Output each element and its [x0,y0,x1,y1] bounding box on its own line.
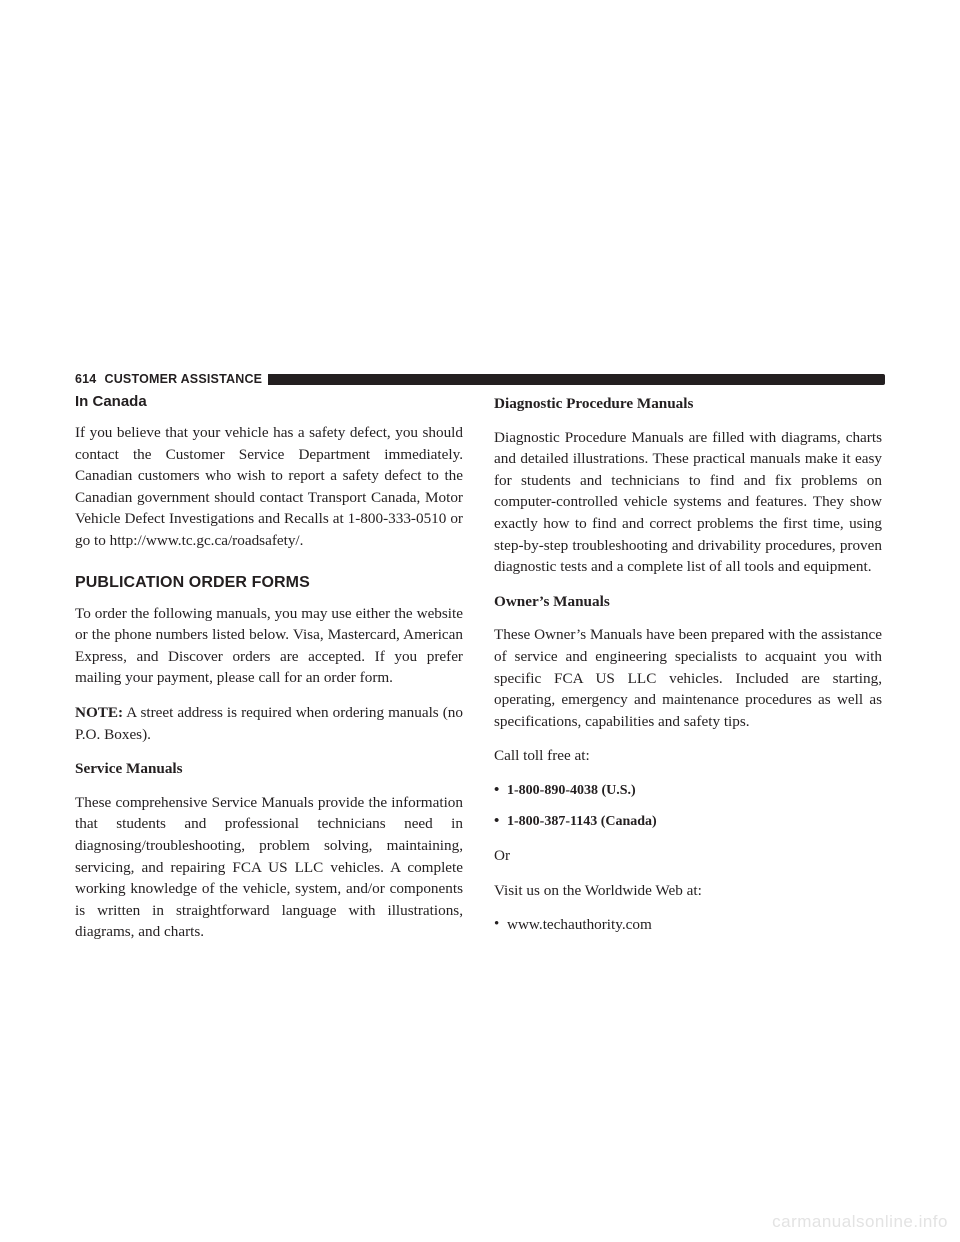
diagnostic-manuals-paragraph: Diagnostic Procedure Manuals are filled with diagrams, charts and detailed illustrations. These practical manuals make it easy for students and technicians to find and fix problems on computer-controlled vehicle systems and features. They show exactly how to find and correct problems the first time, using step-by-step troubleshooting and drivability procedures, proven diagnostic tests and a complete list of all tools and equipment. [494,428,882,576]
web-link-list [494,914,882,936]
watermark: carmanualsonline.info [772,1212,948,1231]
or-text: Or [494,847,511,865]
phone-number-us: • 1-800-890-4038 (U.S.) [494,780,882,802]
publication-intro-paragraph: To order the following manuals, you may use either the website or the phone numbers listed below. Visa, Mastercard, American Express, and Discover orders are accepted. If you prefer mailing your payment, please call for an order form. [75,604,463,687]
owners-manuals-paragraph: These Owner’s Manuals have been prepared with the assistance of service and engineering specialists to acquaint you with specific FCA US LLC vehicles. Included are starting, operating, emergency and maintenance procedures as well as specifications, capabilities and safety tips. [494,626,882,730]
call-toll-free-text: Call toll free at: [494,747,590,765]
note-paragraph [75,702,463,745]
service-manuals-heading: Service Manuals [75,760,183,778]
visit-web-text: Visit us on the Worldwide Web at: [494,881,702,899]
owners-manuals-heading: Owner’s Manuals [494,592,610,610]
section-title: CUSTOMER ASSISTANCE [104,372,263,386]
phone-number-canada: • 1-800-387-1143 (Canada) [494,811,882,833]
techauthority-link[interactable]: • www.techauthority.com [494,914,882,936]
left-column [75,393,463,956]
publication-order-forms-heading: PUBLICATION ORDER FORMS [75,573,310,591]
right-column [494,393,882,949]
in-canada-heading: In Canada [75,393,147,410]
service-manuals-paragraph: These comprehensive Service Manuals provide the information that students and professional technicians need in diagnosing/troubleshooting, problem solving, maintaining, servicing, and repairing FCA US LLC vehicles. A complete working knowledge of the vehicle, system, and/or components is written in straightforward language with illustrations, diagrams, and charts. [75,793,463,941]
in-canada-paragraph: If you believe that your vehicle has a safety defect, you should contact the Customer Service Department immediately. Canadian customers who wish to report a safety defect to the Canadian government should contact Transport Canada, Motor Vehicle Defect Investigations and Recalls at 1-800-333-0510 or go to http://www.tc.gc.ca/roadsafety/. [75,424,463,549]
diagnostic-manuals-heading: Diagnostic Procedure Manuals [494,395,694,412]
page-number: 614 [75,372,97,386]
phone-number-list [494,780,882,832]
note-text: A street address is required when ordering manuals (no P.O. Boxes). [75,703,463,743]
running-header [75,371,885,387]
note-label: NOTE: [75,703,124,721]
header-rule [268,374,885,385]
